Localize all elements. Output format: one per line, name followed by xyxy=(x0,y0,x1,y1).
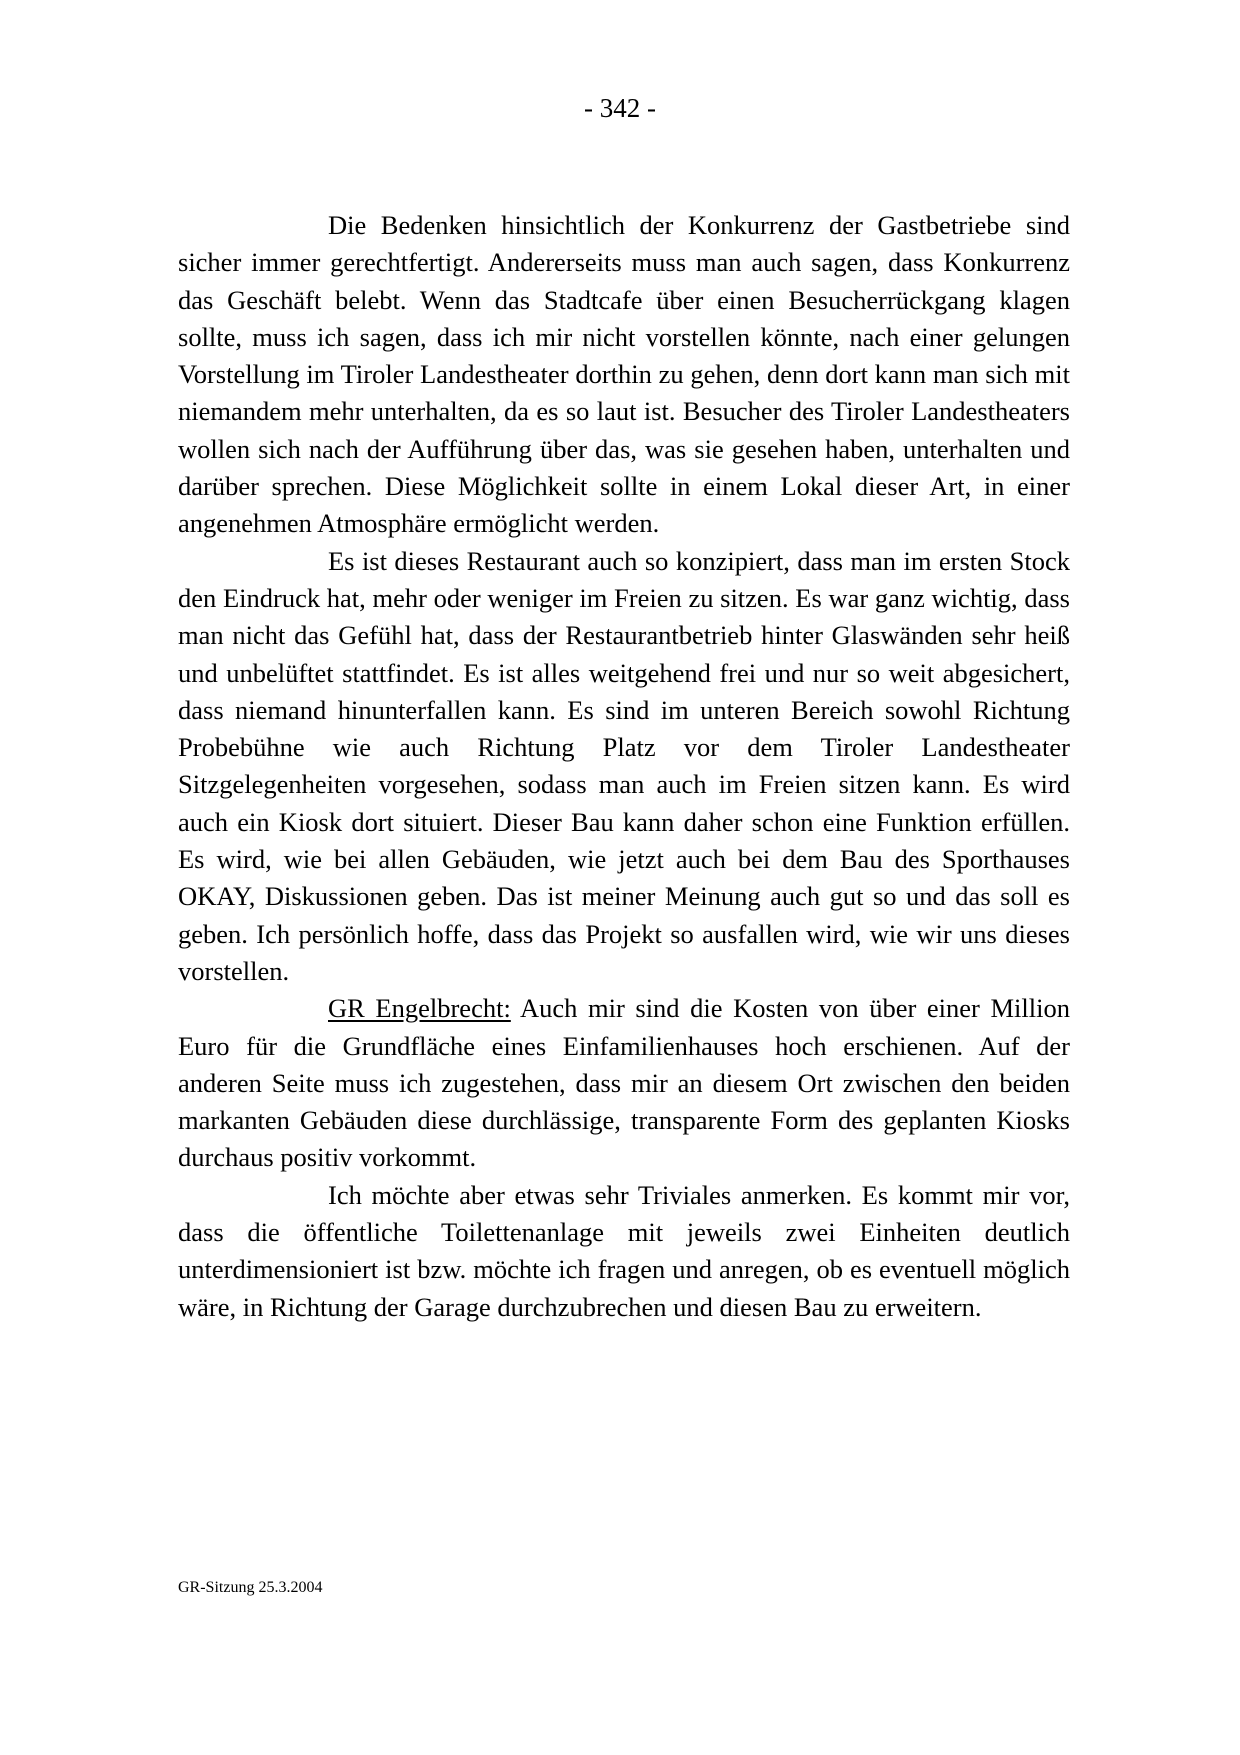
paragraph xyxy=(178,543,1070,991)
paragraph-text: Die Bedenken hinsichtlich der Konkurrenz der Gastbetriebe sind sicher immer gerechtfertigt. Andererseits muss man auch sagen, dass Konkurrenz das Geschäft belebt. Wenn das Stadtcafe über einen Besucherrückgang klagen sollte, muss ich sagen, dass ich mir nicht vorstellen könnte, nach einer gelungen Vorstellung im Tiroler Landestheater dorthin zu gehen, denn dort kann man sich mit niemandem mehr unterhalten, da es so laut ist. Besucher des Tiroler Landestheaters wollen sich nach der Aufführung über das, was sie gesehen haben, unterhalten und darüber sprechen. Diese Möglichkeit sollte in einem Lokal dieser Art, in einer angenehmen Atmosphäre ermöglicht werden. xyxy=(178,210,1070,539)
document-body xyxy=(178,207,1070,1326)
paragraph xyxy=(178,1177,1070,1326)
footer-session-date: GR-Sitzung 25.3.2004 xyxy=(178,1579,323,1596)
paragraph xyxy=(178,990,1070,1176)
paragraph-text: Auch mir sind die Kosten von über einer Million Euro für die Grundfläche eines Einfamilienhauses hoch erschienen. Auf der anderen Seite muss ich zugestehen, dass mir an diesem Ort zwischen den beiden markanten Gebäuden diese durchlässige, transparente Form des geplanten Kiosks durchaus positiv vorkommt. xyxy=(178,993,1070,1173)
paragraph xyxy=(178,207,1070,543)
speaker-name: GR Engelbrecht: xyxy=(328,993,511,1024)
paragraph-text: Es ist dieses Restaurant auch so konzipiert, dass man im ersten Stock den Eindruck hat, mehr oder weniger im Freien zu sitzen. Es war ganz wichtig, dass man nicht das Gefühl hat, dass der Restaurantbetrieb hinter Glaswänden sehr heiß und unbelüftet stattfindet. Es ist alles weitgehend frei und nur so weit abgesichert, dass niemand hinunterfallen kann. Es sind im unteren Bereich sowohl Richtung Probebühne wie auch Richtung Platz vor dem Tiroler Landestheater Sitzgelegenheiten vorgesehen, sodass man auch im Freien sitzen kann. Es wird auch ein Kiosk dort situiert. Dieser Bau kann daher schon eine Funktion erfüllen. Es wird, wie bei allen Gebäuden, wie jetzt auch bei dem Bau des Sporthauses OKAY, Diskussionen geben. Das ist meiner Meinung auch gut so und das soll es geben. Ich persönlich hoffe, dass das Projekt so ausfallen wird, wie wir uns dieses vorstellen. xyxy=(178,545,1070,986)
page-number: - 342 - xyxy=(584,93,656,123)
paragraph-text: Ich möchte aber etwas sehr Triviales anmerken. Es kommt mir vor, dass die öffentliche Toilettenanlage mit jeweils zwei Einheiten deutlich unterdimensioniert ist bzw. möchte ich fragen und anregen, ob es eventuell möglich wäre, in Richtung der Garage durchzubrechen und diesen Bau zu erweitern. xyxy=(178,1179,1070,1322)
